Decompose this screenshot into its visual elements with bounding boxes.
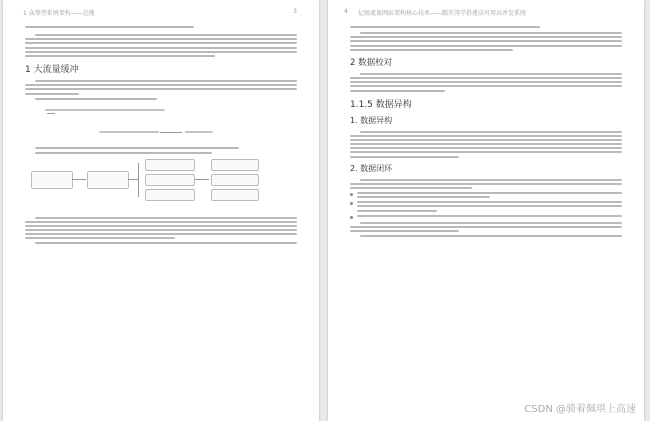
- paragraph: [25, 242, 297, 244]
- paragraph: [25, 26, 297, 28]
- page-body: [25, 26, 297, 247]
- page-body: [350, 26, 622, 240]
- section-heading: 1 大流量缓冲: [25, 64, 79, 75]
- bullet-item: [350, 201, 622, 211]
- paragraph: [25, 34, 297, 57]
- paragraph: [25, 80, 297, 95]
- paragraph: [25, 217, 297, 240]
- paragraph: [350, 179, 622, 189]
- architecture-diagram: [25, 157, 297, 217]
- section-heading: 2 数据校对: [350, 57, 393, 68]
- document-page-right: [328, 0, 644, 421]
- bullet-item: [350, 215, 622, 219]
- document-page-left: [3, 0, 319, 421]
- subsection-heading: 2. 数据闭环: [350, 163, 393, 173]
- bullet-icon: [350, 216, 353, 219]
- bullet-icon: [350, 202, 353, 205]
- page-number: 4: [344, 8, 348, 15]
- bullet-icon: [350, 193, 353, 196]
- watermark: CSDN @骑着佩琪上高速: [524, 404, 636, 415]
- paragraph: [350, 131, 622, 158]
- page-number: 3: [293, 8, 297, 15]
- running-header: 1 众筹型系统架构——总揽: [23, 10, 95, 17]
- paragraph: [350, 73, 622, 92]
- running-header: 亿级流量网站架构核心技术——跟开涛学搭建高可用高并发系统: [358, 10, 527, 17]
- paragraph: [25, 152, 297, 154]
- paragraph: [350, 222, 622, 232]
- paragraph: [350, 32, 622, 51]
- paragraph: [25, 147, 297, 149]
- paragraph: [350, 235, 622, 237]
- paragraph: [350, 26, 622, 28]
- paragraph: [25, 98, 297, 100]
- subsection-heading: 1. 数据异构: [350, 115, 393, 125]
- flow-diagram-top: [25, 103, 297, 147]
- section-heading: 1.1.5 数据异构: [350, 99, 412, 110]
- bullet-item: [350, 192, 622, 198]
